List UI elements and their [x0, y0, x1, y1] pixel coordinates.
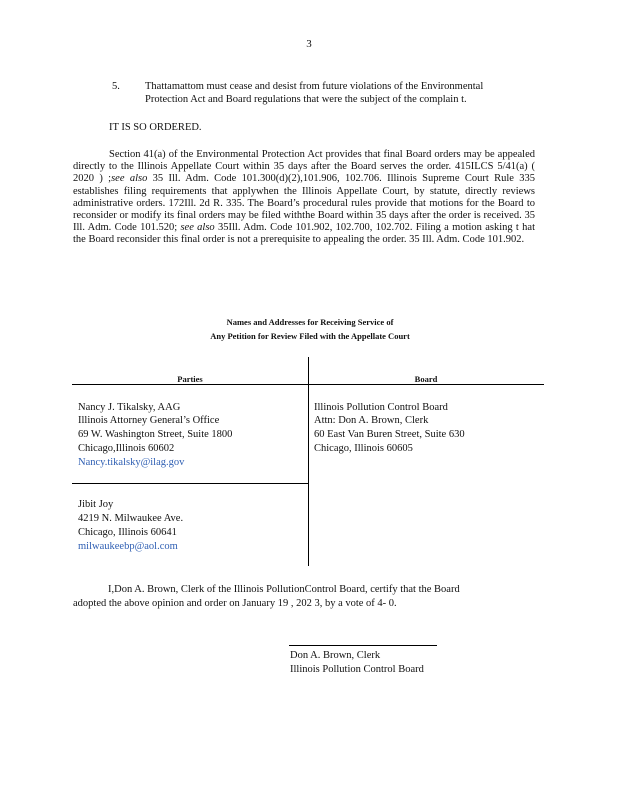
see-also-1: see also — [111, 173, 148, 185]
party2-name: Jibit Joy — [78, 499, 114, 510]
board-street: 60 East Van Buren Street, Suite 630 — [314, 429, 465, 440]
party1-office: Illinois Attorney General’s Office — [78, 415, 220, 426]
certification-line1: I,Don A. Brown, Clerk of the Illinois PollutionControl Board, certify that the Board — [108, 584, 460, 595]
party1-name: Nancy J. Tikalsky, AAG — [78, 402, 181, 413]
column-header-parties: Parties — [177, 374, 203, 384]
party1-city: Chicago,Illinois 60602 — [78, 443, 175, 454]
party1-street: 69 W. Washington Street, Suite 1800 — [78, 429, 233, 440]
party1-email-link[interactable]: Nancy.tikalsky@ilag.gov — [78, 457, 185, 468]
appeal-text-2: 35 Ill. Adm. Code 101.300(d)(2),101.906, 102.706. Illinois Supreme Court Rule 335 establishes filing requirements that applywhen the Illinois Appellate Court, by statute, directly reviews administrative orders. 172Ill. 2d R. 335. The Board’s procedural rules provide that motions for the Board to reconsider or modify its final orders may be filed withthe Board within 35 days after the order is received. 35 Ill. Adm. Code 101.520; — [73, 173, 535, 234]
table-column-divider — [308, 357, 309, 566]
board-attn: Attn: Don A. Brown, Clerk — [314, 415, 429, 426]
party2-email-link[interactable]: milwaukeebp@aol.com — [78, 541, 178, 552]
party-row-divider — [72, 483, 308, 484]
column-header-board: Board — [414, 374, 438, 384]
party2-city: Chicago, Illinois 60641 — [78, 527, 177, 538]
signature-title: Illinois Pollution Control Board — [290, 664, 424, 675]
certification-line2: adopted the above opinion and order on January 19 , 202 3, by a vote of 4- 0. — [73, 598, 397, 609]
board-city: Chicago, Illinois 60605 — [314, 443, 413, 454]
appeal-text-3: 35Ill. Adm. Code 101.902, 102.700, 102.702. Filing a motion asking t hat the Board reconsider this final order is not a prerequisite to appealing the order. 35 Ill. Adm. Code 101.902. — [73, 222, 535, 246]
service-header-line2: Any Petition for Review Filed with the Appellate Court — [210, 331, 410, 341]
appeal-text-1: Section 41(a) of the Environmental Protection Act provides that final Board orders may be appealed directly to the Illinois Appellate Court within 35 days after the Board serves the order. 415ILCS 5/41(a) ( 2020 ) ; — [73, 149, 535, 185]
order-item-line2: Protection Act and Board regulations that were the subject of the complain t. — [145, 94, 467, 105]
party2-street: 4219 N. Milwaukee Ave. — [78, 513, 184, 524]
board-name: Illinois Pollution Control Board — [314, 402, 448, 413]
service-header-line1: Names and Addresses for Receiving Service of — [226, 317, 394, 327]
signature-name: Don A. Brown, Clerk — [290, 650, 381, 661]
see-also-2: see also — [180, 222, 215, 234]
appeal-paragraph — [73, 149, 535, 247]
order-item-number: 5. — [112, 81, 120, 92]
so-ordered: IT IS SO ORDERED. — [109, 122, 202, 133]
order-item-line1: Thattamattom must cease and desist from future violations of the Environmental — [145, 81, 484, 92]
signature-line — [289, 645, 437, 646]
page-number: 3 — [306, 38, 312, 50]
